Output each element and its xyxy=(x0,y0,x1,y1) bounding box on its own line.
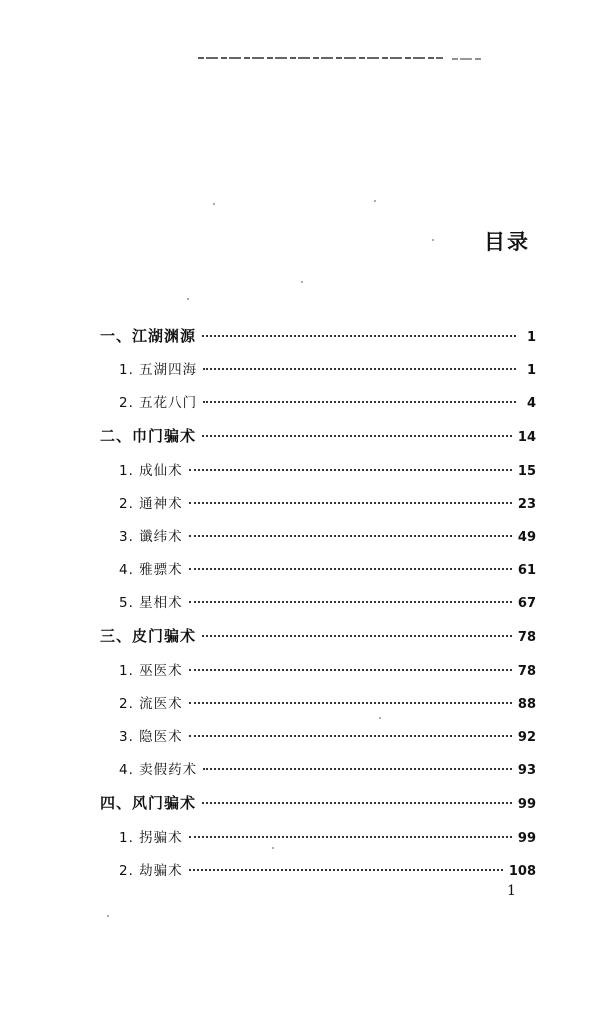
toc-page-number: 14 xyxy=(517,430,536,445)
toc-section-label: 二、巾门骗术 xyxy=(100,427,197,445)
dot-leader xyxy=(189,568,512,570)
toc-item-label: 1. 拐骗术 xyxy=(119,830,183,846)
toc-page-number: 78 xyxy=(517,664,536,679)
dot-leader xyxy=(202,435,512,437)
dot-leader xyxy=(203,368,516,370)
dot-leader xyxy=(202,802,512,804)
toc-page-number: 108 xyxy=(508,864,536,879)
toc-item-label: 3. 谶纬术 xyxy=(119,529,183,545)
toc-section-label: 一、江湖渊源 xyxy=(100,327,197,345)
dot-leader xyxy=(189,535,512,537)
toc-page-number: 1 xyxy=(526,330,536,345)
dot-leader xyxy=(189,735,512,737)
scan-speck xyxy=(187,298,189,300)
toc-item-label: 4. 雅骠术 xyxy=(119,562,183,578)
toc-item xyxy=(119,358,536,378)
toc-page-number: 1 xyxy=(526,363,536,378)
dot-leader xyxy=(189,869,503,871)
toc-item-label: 2. 流医术 xyxy=(119,696,183,712)
page-folio: 1 xyxy=(507,883,516,899)
dot-leader xyxy=(189,669,512,671)
toc-item xyxy=(119,525,536,545)
scan-artifact-line xyxy=(198,57,443,59)
scan-speck xyxy=(107,915,109,917)
toc-item xyxy=(119,725,536,745)
toc-item-label: 2. 劫骗术 xyxy=(119,863,183,879)
toc-page-number: 67 xyxy=(517,596,536,611)
dot-leader xyxy=(189,502,512,504)
toc-section xyxy=(100,625,536,646)
dot-leader xyxy=(189,702,512,704)
toc-title: 目录 xyxy=(484,230,530,254)
dot-leader xyxy=(203,768,512,770)
toc-item-label: 2. 通神术 xyxy=(119,496,183,512)
toc-section-label: 四、风门骗术 xyxy=(100,794,197,812)
scan-artifact-line xyxy=(452,58,482,60)
toc-item-label: 3. 隐医术 xyxy=(119,729,183,745)
toc-item xyxy=(119,859,536,879)
toc-page-number: 93 xyxy=(517,763,536,778)
dot-leader xyxy=(202,335,516,337)
toc-item xyxy=(119,391,536,411)
toc-item-label: 1. 成仙术 xyxy=(119,463,183,479)
scan-speck xyxy=(213,203,215,205)
toc-section xyxy=(100,325,536,346)
toc-item xyxy=(119,758,536,778)
toc-item xyxy=(119,558,536,578)
toc-page-number: 23 xyxy=(517,497,536,512)
scan-speck xyxy=(374,200,376,202)
dot-leader xyxy=(189,469,512,471)
dot-leader xyxy=(203,401,516,403)
toc-item xyxy=(119,459,536,479)
toc-page-number: 61 xyxy=(517,563,536,578)
toc-item xyxy=(119,826,536,846)
toc-item xyxy=(119,492,536,512)
toc-page-number: 88 xyxy=(517,697,536,712)
scan-speck xyxy=(301,281,303,283)
toc-item-label: 5. 星相术 xyxy=(119,595,183,611)
toc-item xyxy=(119,692,536,712)
toc-item xyxy=(119,591,536,611)
toc-section-label: 三、皮门骗术 xyxy=(100,627,197,645)
scan-speck xyxy=(432,239,434,241)
scan-speck xyxy=(272,847,274,849)
toc-page-number: 99 xyxy=(517,797,536,812)
dot-leader xyxy=(202,635,512,637)
toc-item xyxy=(119,659,536,679)
toc-section xyxy=(100,425,536,446)
toc-page-number: 4 xyxy=(526,396,536,411)
dot-leader xyxy=(189,601,512,603)
toc-page-number: 49 xyxy=(517,530,536,545)
toc-page-number: 99 xyxy=(517,831,536,846)
toc-page-number: 78 xyxy=(517,630,536,645)
toc-item-label: 4. 卖假药术 xyxy=(119,762,198,778)
dot-leader xyxy=(189,836,512,838)
scan-speck xyxy=(379,717,381,719)
toc-section xyxy=(100,792,536,813)
toc-item-label: 1. 巫医术 xyxy=(119,663,183,679)
toc-item-label: 2. 五花八门 xyxy=(119,395,198,411)
toc-page-number: 92 xyxy=(517,730,536,745)
toc-item-label: 1. 五湖四海 xyxy=(119,362,198,378)
toc-page-number: 15 xyxy=(517,464,536,479)
